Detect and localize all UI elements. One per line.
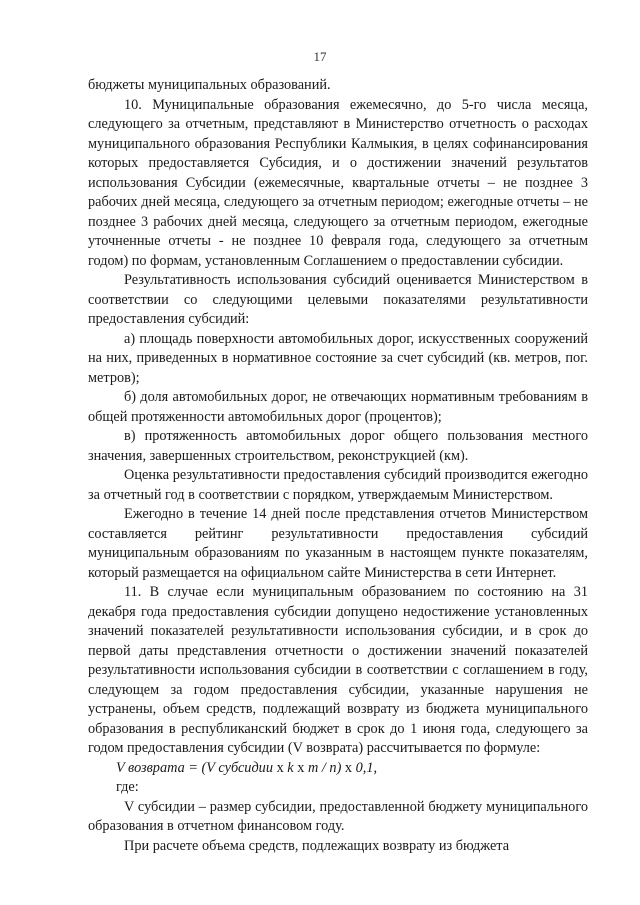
formula-where: где: xyxy=(116,779,139,795)
list-item-a: а) площадь поверхности автомобильных дорог, искусственных сооружений на них, приведенных в нормативное состояние за счет субсидий (кв. метров, пог. метров); xyxy=(88,330,588,386)
paragraph-calculation: При расчете объема средств, подлежащих возврату из бюджета xyxy=(124,837,510,854)
formula-k: k xyxy=(287,759,294,776)
list-item-c: в) протяженность автомобильных дорог общего пользования местного значения, завершенных строительством, реконструкцией (км). xyxy=(88,428,588,464)
page-number: 17 xyxy=(313,49,327,64)
formula-times-2: x xyxy=(297,759,305,776)
paragraph-11-refund: 11. В случае если муниципальным образованием по состоянию на 31 декабря года предоставления субсидии допущено недостижение установленных значений показателей результативности использования субсидии, и в срок до первой даты представления отчетности о достижении значений показателей результативности использования субсидии в соответствии с соглашением в году, следующем за годом предоставления субсидии, указанные нарушения не устранены, объем средств, подлежащий возврату из бюджета муниципального образования в республиканский бюджет в срок до 1 июня года, следующего за годом предоставления субсидии (V возврата) рассчитывается по формуле: xyxy=(88,584,588,756)
formula-tail: 0,1, xyxy=(355,759,378,776)
paragraph-effectiveness: Результативность использования субсидий оценивается Министерством в соответствии со следующими целевыми показателями результативности предоставления субсидий: xyxy=(88,272,588,327)
formula-times-1: x xyxy=(276,759,284,776)
list-item-b: б) доля автомобильных дорог, не отвечающих нормативным требованиям в общей протяженности автомобильных дорог (процентов); xyxy=(88,389,588,425)
paragraph-continuation: бюджеты муниципальных образований. xyxy=(88,77,331,93)
formula-lhs: V возврата = (V субсидии xyxy=(116,759,273,776)
definition-v-subsidy: V субсидии – размер субсидии, предоставленной бюджету муниципального образования в отчетном финансовом году. xyxy=(88,798,588,834)
formula-mn: m / n) xyxy=(307,759,342,776)
paragraph-assessment: Оценка результативности предоставления субсидий производится ежегодно за отчетный год в соответствии с порядком, утверждаемым Министерством. xyxy=(88,467,588,503)
refund-formula xyxy=(88,759,588,779)
formula-times-3: x xyxy=(344,759,353,776)
document-body xyxy=(88,76,588,856)
paragraph-rating: Ежегодно в течение 14 дней после представления отчетов Министерством составляется рейтинг результативности предоставления субсидий муниципальным образованиям по указанным в настоящем пункте показателям, который размещается на официальном сайте Министерства в сети Интернет. xyxy=(88,506,588,581)
paragraph-10-reporting: 10. Муниципальные образования ежемесячно, до 5-го числа месяца, следующего за отчетным, представляют в Министерство отчетность о расходах муниципального образования Республики Калмыкия, в целях софинансирования которых предоставляется Субсидия, и о достижении значений результатов использования Субсидии (ежемесячные, квартальные отчеты – не позднее 3 рабочих дней месяца, следующего за отчетным периодом; ежегодные отчеты – не позднее 3 рабочих дней месяца, следующего за отчетным периодом, ежегодные уточненные отчеты - не позднее 10 февраля года, следующего за отчетным годом) по формам, установленным Соглашением о предоставлении субсидии. xyxy=(88,96,588,269)
